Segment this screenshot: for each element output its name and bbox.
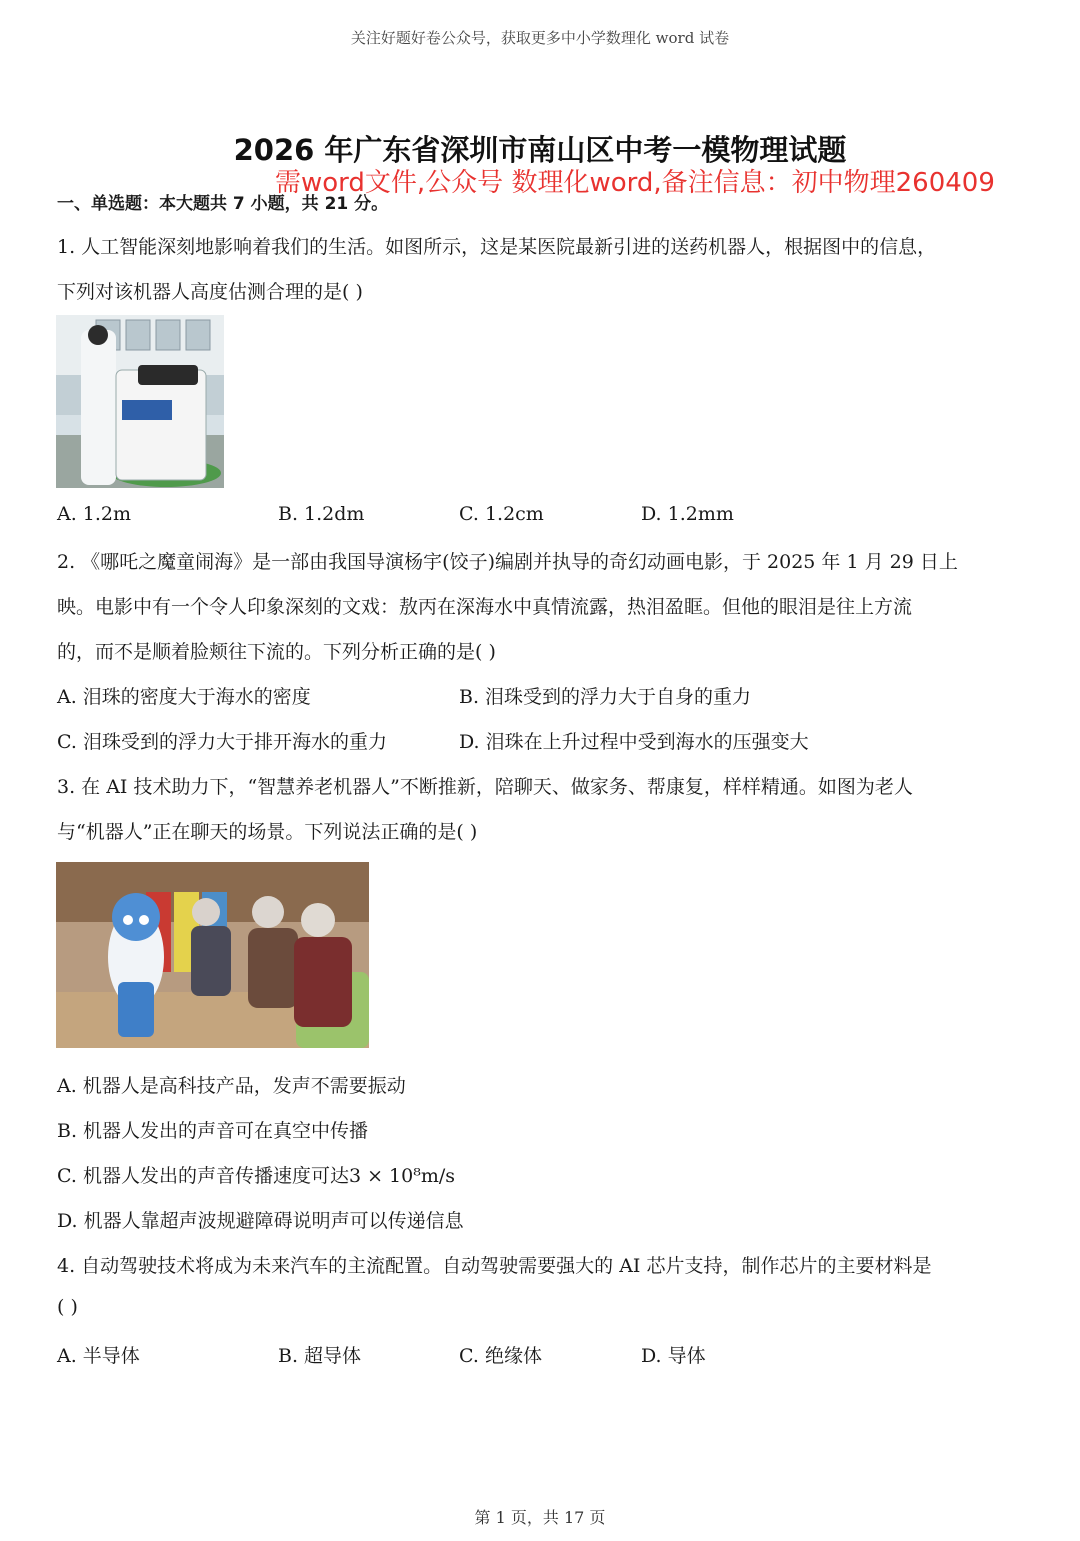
option-a[interactable]: A. 机器人是高科技产品，发声不需要振动: [57, 1075, 406, 1097]
option-d[interactable]: D. 导体: [641, 1345, 706, 1367]
option-b[interactable]: B. 超导体: [278, 1345, 362, 1367]
option-c[interactable]: C. 1.2cm: [459, 503, 544, 525]
option-a[interactable]: A. 泪珠的密度大于海水的密度: [57, 686, 311, 708]
question-text-line: 2. 《哪吒之魔童闹海》是一部由我国导演杨宇(饺子)编剧并执导的奇幻动画电影，于 2025 年 1 月 29 日上: [57, 551, 958, 573]
question-text-line: 的，而不是顺着脸颊往下流的。下列分析正确的是( ): [57, 641, 496, 663]
watermark-text: 需word文件,公众号 数理化word,备注信息：初中物理260409: [275, 168, 995, 198]
option-c[interactable]: C. 泪珠受到的浮力大于排开海水的重力: [57, 731, 387, 753]
option-a[interactable]: A. 1.2m: [57, 503, 132, 525]
option-b[interactable]: B. 泪珠受到的浮力大于自身的重力: [459, 686, 752, 708]
section-heading: 一、单选题：本大题共 7 小题，共 21 分。: [57, 194, 389, 214]
hospital-robot-photo: [56, 315, 224, 488]
question-text-line: 与“机器人”正在聊天的场景。下列说法正确的是( ): [57, 821, 478, 843]
option-d[interactable]: D. 1.2mm: [641, 503, 734, 525]
option-b[interactable]: B. 1.2dm: [278, 503, 365, 525]
question-text-line: 4. 自动驾驶技术将成为未来汽车的主流配置。自动驾驶需要强大的 AI 芯片支持，制作芯片的主要材料是: [57, 1255, 932, 1277]
option-c[interactable]: C. 机器人发出的声音传播速度可达3 × 10⁸m/s: [57, 1165, 455, 1187]
option-c[interactable]: C. 绝缘体: [459, 1345, 542, 1367]
question-text-line: 1. 人工智能深刻地影响着我们的生活。如图所示，这是某医院最新引进的送药机器人，根据图中的信息，: [57, 236, 937, 258]
question-text-line: 3. 在 AI 技术助力下，“智慧养老机器人”不断推新，陪聊天、做家务、帮康复，样样精通。如图为老人: [57, 776, 913, 798]
elderly-robot-photo: [56, 862, 369, 1048]
header-note: 关注好题好卷公众号，获取更多中小学数理化 word 试卷: [350, 29, 730, 47]
question-text-line: ( ): [57, 1296, 78, 1318]
option-a[interactable]: A. 半导体: [57, 1345, 140, 1367]
page-title: 2026 年广东省深圳市南山区中考一模物理试题: [233, 133, 847, 167]
option-d[interactable]: D. 机器人靠超声波规避障碍说明声可以传递信息: [57, 1210, 464, 1232]
page-footer: 第 1 页，共 17 页: [474, 1508, 606, 1527]
option-b[interactable]: B. 机器人发出的声音可在真空中传播: [57, 1120, 369, 1142]
question-text-line: 映。电影中有一个令人印象深刻的文戏：敖丙在深海水中真情流露，热泪盈眶。但他的眼泪是往上方流: [57, 596, 913, 618]
option-d[interactable]: D. 泪珠在上升过程中受到海水的压强变大: [459, 731, 809, 753]
question-text-line: 下列对该机器人高度估测合理的是( ): [57, 281, 363, 303]
